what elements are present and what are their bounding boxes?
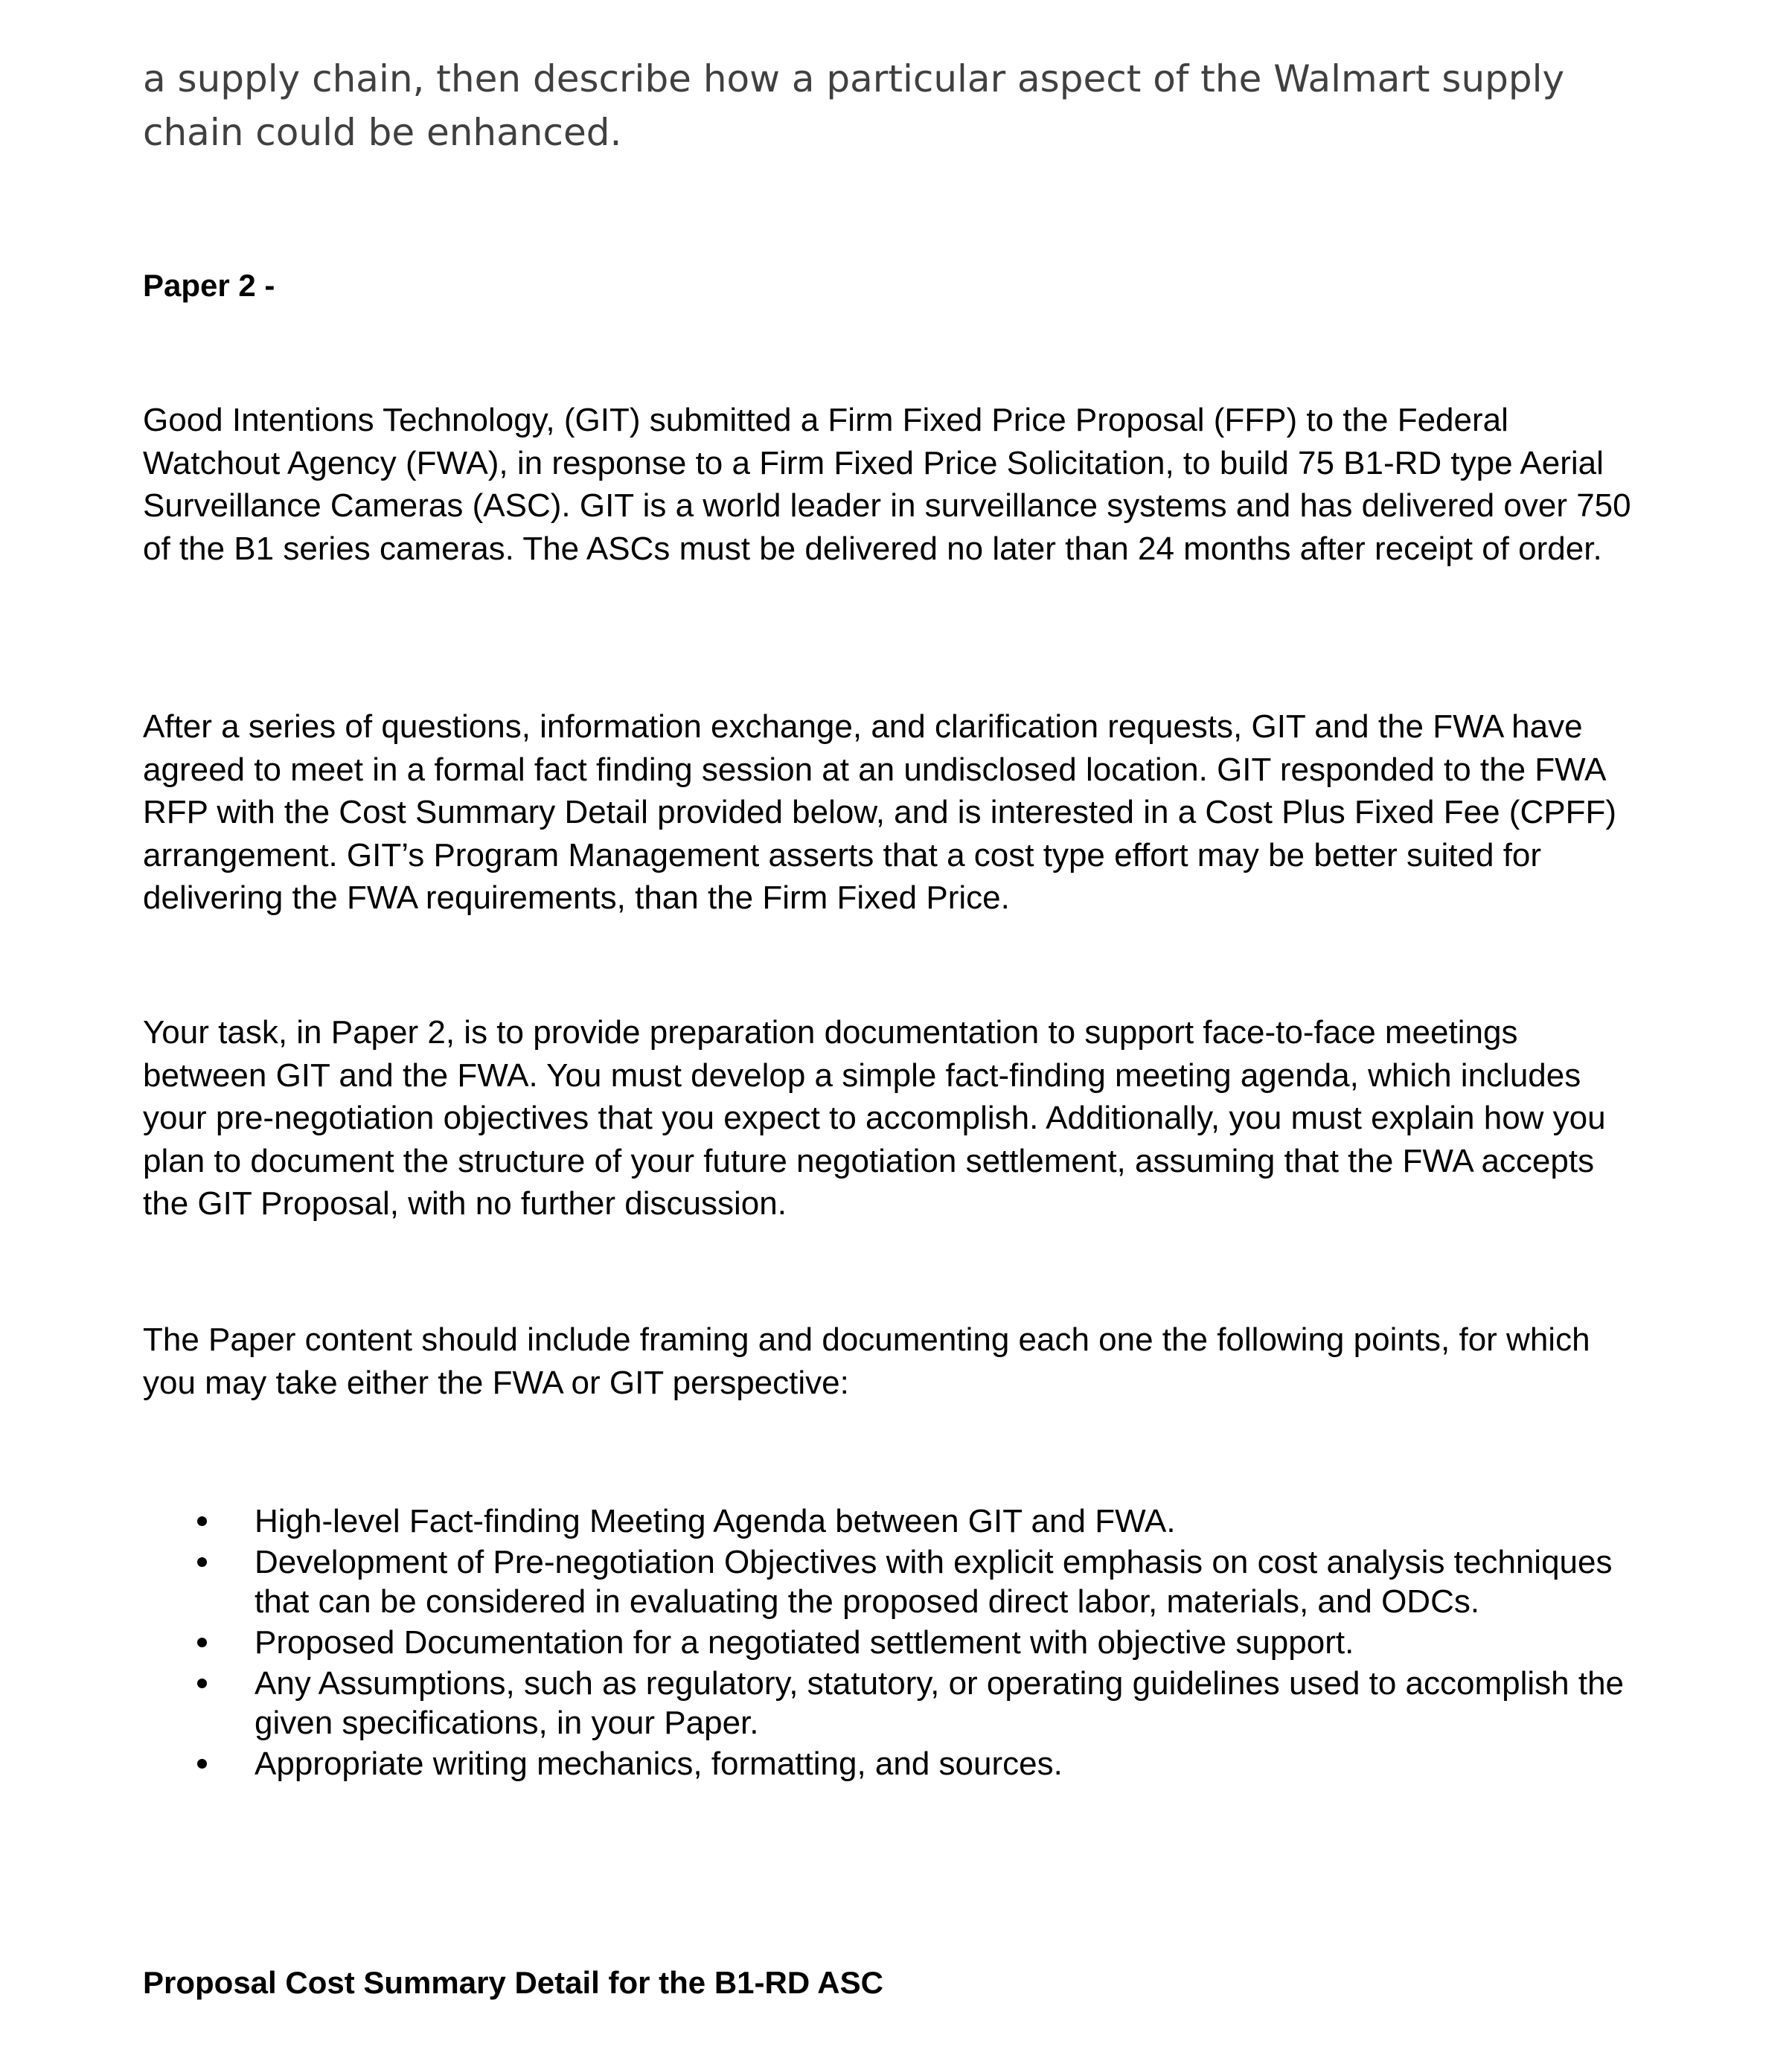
intro-text: a supply chain, then describe how a particular aspect of the Walmart supply chain could be enhanced.	[143, 57, 1565, 154]
bullet-icon	[197, 1759, 207, 1769]
paper-2-heading: Paper 2 -	[143, 268, 275, 303]
list-item-text: High-level Fact-finding Meeting Agenda between GIT and FWA.	[255, 1503, 1176, 1539]
list-item	[143, 1501, 1646, 1541]
list-item	[143, 1664, 1646, 1743]
requirements-list	[143, 1501, 1646, 1785]
bullet-icon	[197, 1638, 207, 1647]
list-item-text: Development of Pre-negotiation Objectives with explicit emphasis on cost analysis techniques that can be considered in evaluating the proposed direct labor, materials, and ODCs.	[255, 1544, 1613, 1620]
list-item	[143, 1542, 1646, 1621]
paragraph-proposal-background: Good Intentions Technology, (GIT) submitted a Firm Fixed Price Proposal (FFP) to the Federal Watchout Agency (FWA), in response to a Firm Fixed Price Solicitation, to build 75 B1-RD type Aerial Surveillance Cameras (ASC). GIT is a world leader in surveillance systems and has delivered over 750 of the B1 series cameras. The ASCs must be delivered no later than 24 months after receipt of order.	[143, 402, 1631, 567]
bullet-icon	[197, 1557, 207, 1567]
list-item	[143, 1623, 1646, 1662]
paragraph-paper-content: The Paper content should include framing and documenting each one the following points, for which you may take either the FWA or GIT perspective:	[143, 1321, 1590, 1401]
bullet-icon	[197, 1516, 207, 1526]
list-item-text: Proposed Documentation for a negotiated settlement with objective support.	[255, 1624, 1354, 1661]
list-item-text: Any Assumptions, such as regulatory, statutory, or operating guidelines used to accomplish the given specifications, in your Paper.	[255, 1665, 1625, 1741]
paragraph-your-task: Your task, in Paper 2, is to provide preparation documentation to support face-to-face meetings between GIT and the FWA. You must develop a simple fact-finding meeting agenda, which includes your pre-negotiation objectives that you expect to accomplish. Additionally, you must explain how you plan to document the structure of your future negotiation settlement, assuming that the FWA accepts the GIT Proposal, with no further discussion.	[143, 1014, 1606, 1222]
bullet-icon	[197, 1679, 207, 1688]
paragraph-fact-finding-session: After a series of questions, information exchange, and clarification requests, GIT and the FWA have agreed to meet in a formal fact finding session at an undisclosed location. GIT responded to the FWA RFP with the Cost Summary Detail provided below, and is interested in a Cost Plus Fixed Fee (CPFF) arrangement. GIT’s Program Management asserts that a cost type effort may be better suited for delivering the FWA requirements, than the Firm Fixed Price.	[143, 708, 1616, 916]
cost-summary-heading: Proposal Cost Summary Detail for the B1-RD ASC	[143, 1965, 883, 2000]
list-item	[143, 1744, 1646, 1783]
list-item-text: Appropriate writing mechanics, formatting, and sources.	[255, 1746, 1063, 1782]
